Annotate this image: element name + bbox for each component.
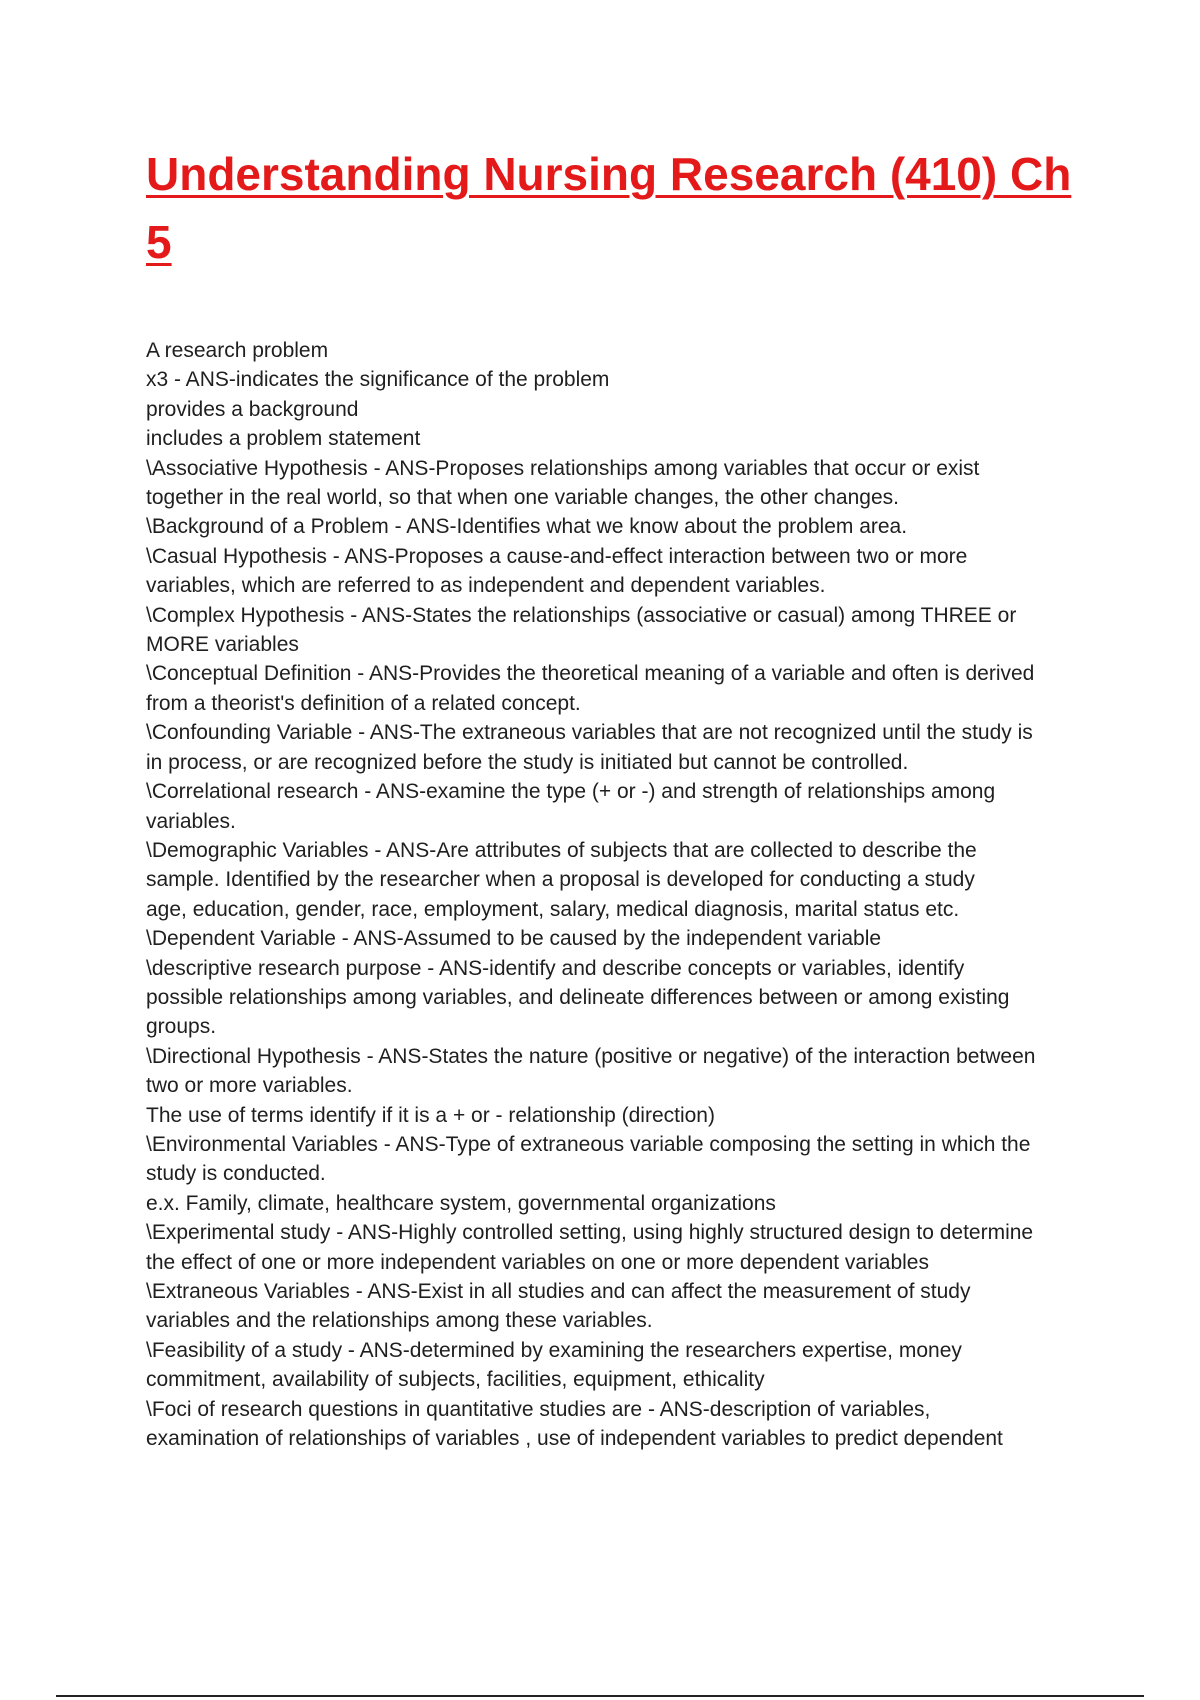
- body-text: [146, 336, 1106, 1453]
- text-line: possible relationships among variables, and delineate differences between or among existing: [146, 985, 1010, 1009]
- text-line: groups.: [146, 1015, 217, 1039]
- title-line-1: Understanding Nursing Research (410) Ch: [146, 148, 1072, 200]
- text-line: age, education, gender, race, employment, salary, medical diagnosis, marital status etc.: [146, 897, 960, 921]
- text-line: in process, or are recognized before the study is initiated but cannot be controlled.: [146, 750, 909, 774]
- text-line: \Extraneous Variables - ANS-Exist in all studies and can affect the measurement of study: [146, 1280, 971, 1303]
- title-line-2: 5: [146, 216, 172, 268]
- text-line: \Environmental Variables - ANS-Type of extraneous variable composing the setting in which the: [146, 1132, 1031, 1156]
- text-line: from a theorist's definition of a related concept.: [146, 691, 581, 715]
- text-line: study is conducted.: [146, 1162, 326, 1186]
- text-line: A research problem: [146, 339, 329, 362]
- text-line: MORE variables: [146, 633, 299, 657]
- text-line: x3 - ANS-indicates the significance of the problem: [146, 368, 610, 392]
- text-line: e.x. Family, climate, healthcare system, governmental organizations: [146, 1191, 776, 1215]
- text-line: \Foci of research questions in quantitative studies are - ANS-description of variables,: [146, 1397, 931, 1421]
- text-line: \Experimental study - ANS-Highly controlled setting, using highly structured design to determine: [146, 1221, 1034, 1245]
- text-line: \Demographic Variables - ANS-Are attributes of subjects that are collected to describe the: [146, 838, 977, 862]
- text-line: The use of terms identify if it is a + or - relationship (direction): [146, 1103, 715, 1127]
- page-title: [146, 140, 1086, 276]
- text-line: \Feasibility of a study - ANS-determined by examining the researchers expertise, money: [146, 1338, 962, 1362]
- text-line: \Associative Hypothesis - ANS-Proposes relationships among variables that occur or exist: [146, 456, 980, 480]
- text-line: \Correlational research - ANS-examine the type (+ or -) and strength of relationships among: [146, 780, 996, 804]
- text-line: \Confounding Variable - ANS-The extraneous variables that are not recognized until the study is: [146, 721, 1033, 745]
- text-line: \Conceptual Definition - ANS-Provides the theoretical meaning of a variable and often is derived: [146, 662, 1035, 686]
- text-line: \Background of a Problem - ANS-Identifies what we know about the problem area.: [146, 515, 908, 539]
- text-line: provides a background: [146, 397, 359, 421]
- text-line: variables, which are referred to as independent and dependent variables.: [146, 574, 826, 598]
- text-line: two or more variables.: [146, 1074, 353, 1098]
- text-line: examination of relationships of variables , use of independent variables to predict dependent: [146, 1427, 1003, 1451]
- text-line: variables.: [146, 809, 236, 833]
- text-line: includes a problem statement: [146, 427, 421, 451]
- text-line: \Casual Hypothesis - ANS-Proposes a cause-and-effect interaction between two or more: [146, 544, 968, 568]
- text-line: \Complex Hypothesis - ANS-States the relationships (associative or casual) among THREE or: [146, 603, 1017, 627]
- text-line: the effect of one or more independent variables on one or more dependent variables: [146, 1250, 929, 1274]
- text-line: together in the real world, so that when one variable changes, the other changes.: [146, 486, 899, 510]
- text-line: variables and the relationships among these variables.: [146, 1309, 653, 1333]
- text-line: \Directional Hypothesis - ANS-States the nature (positive or negative) of the interaction between: [146, 1044, 1036, 1068]
- text-line: commitment, availability of subjects, facilities, equipment, ethicality: [146, 1368, 765, 1392]
- footer-divider: [56, 1695, 1144, 1697]
- text-line: sample. Identified by the researcher when a proposal is developed for conducting a study: [146, 868, 975, 892]
- text-line: \descriptive research purpose - ANS-identify and describe concepts or variables, identify: [146, 956, 965, 980]
- text-line: \Dependent Variable - ANS-Assumed to be caused by the independent variable: [146, 927, 882, 951]
